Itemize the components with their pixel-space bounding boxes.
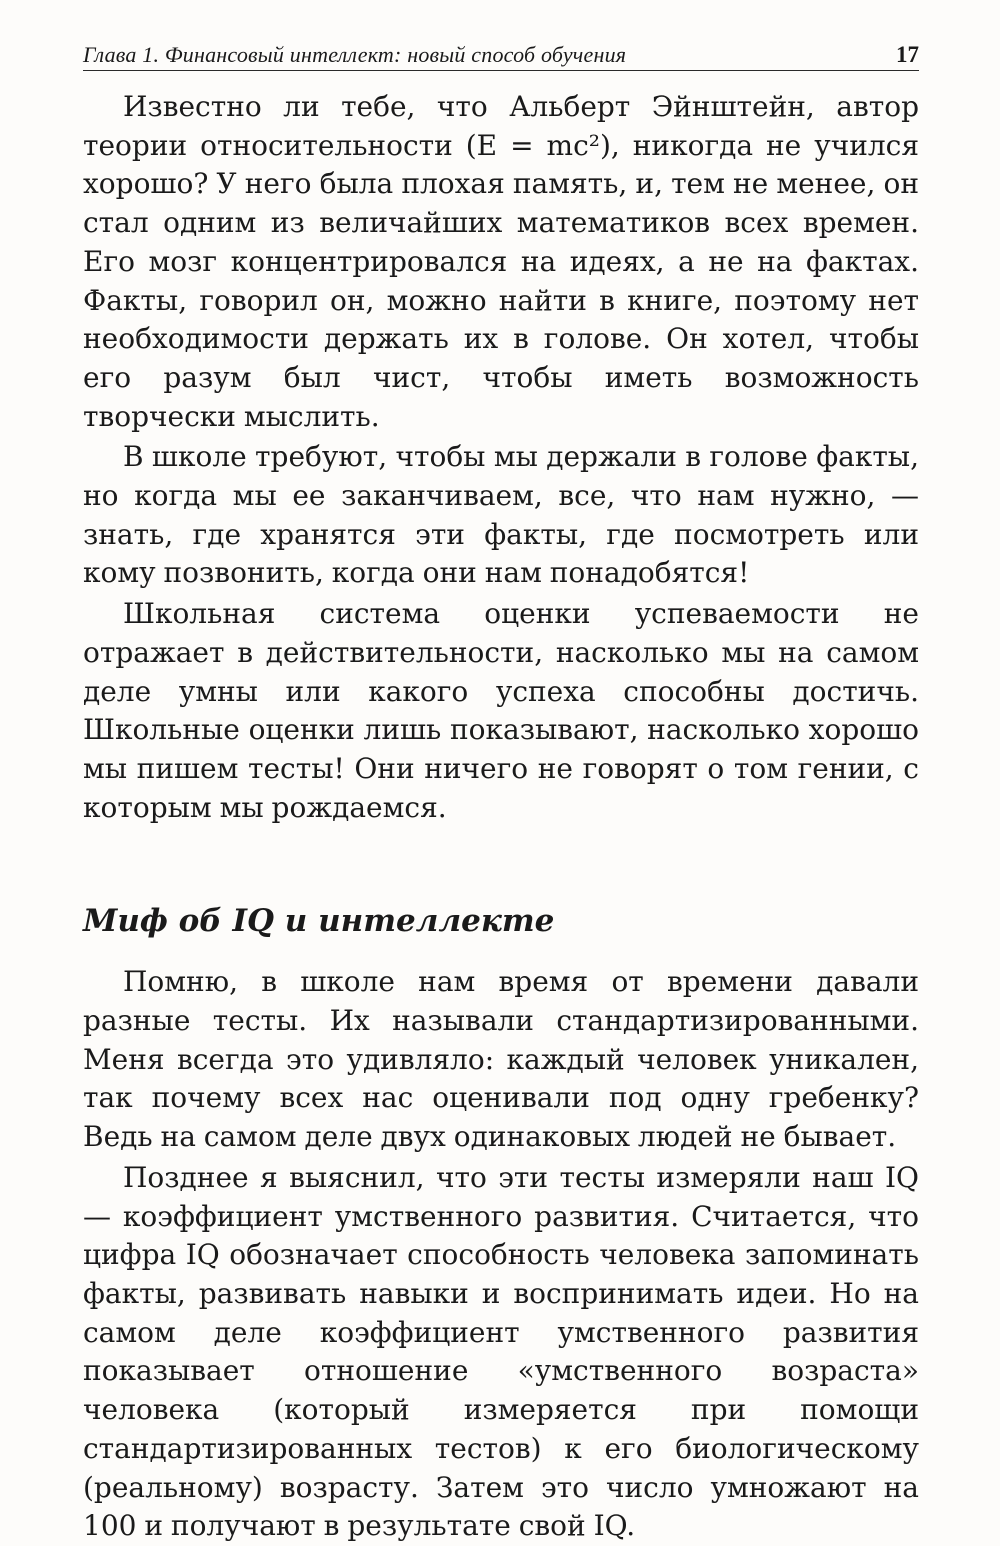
running-header (83, 40, 919, 71)
page-number: 17 (896, 42, 919, 67)
paragraph-einstein: Известно ли тебе, что Альберт Эйнштейн, автор теории относительности (E = mc²), никогда не учился хорошо? У него была плохая память, и, тем не менее, он стал одним из величайших математиков всех времен. Его мозг концентрировался на идеях, а не на фактах. Факты, говорил он, можно найти в книге, поэтому нет необходимости держать их в голове. Он хотел, чтобы его разум был чист, чтобы иметь возможность творчески мыслить. (83, 90, 919, 433)
section-heading: Миф об IQ и интеллекте (83, 903, 555, 940)
paragraph-iq-definition: Позднее я выяснил, что эти тесты измеряли наш IQ — коэффициент умственного развития. Считается, что цифра IQ обозначает способность человека запоминать факты, развивать навыки и воспринимать идеи. Но на самом деле коэффициент умственного развития показывает отношение «умственного возраста» человека (который измеряется при помощи стандартизированных тестов) к его биологическому (реальному) возрасту. Затем это число умножают на 100 и получают в результате свой IQ. (83, 1160, 919, 1543)
paragraph-standardized-tests: Помню, в школе нам время от времени давали разные тесты. Их называли стандартизированными. Меня всегда это удивляло: каждый человек уникален, так почему всех нас оценивали под одну гребенку? Ведь на самом деле двух одинаковых людей не бывает. (83, 965, 919, 1154)
running-title: Глава 1. Финансовый интеллект: новый способ обучения (83, 42, 627, 67)
page-body (83, 88, 919, 1546)
paragraph-school-facts: В школе требуют, чтобы мы держали в голове факты, но когда мы ее заканчиваем, все, что нам нужно, — знать, где хранятся эти факты, где посмотреть или кому позвонить, когда они нам понадобятся! (83, 440, 919, 590)
paragraph-grading-system: Школьная система оценки успеваемости не отражает в действительности, насколько мы на самом деле умны или какого успеха способны достичь. Школьные оценки лишь показывают, насколько хорошо мы пишем тесты! Они ничего не говорят о том гении, с которым мы рождаемся. (83, 597, 919, 824)
